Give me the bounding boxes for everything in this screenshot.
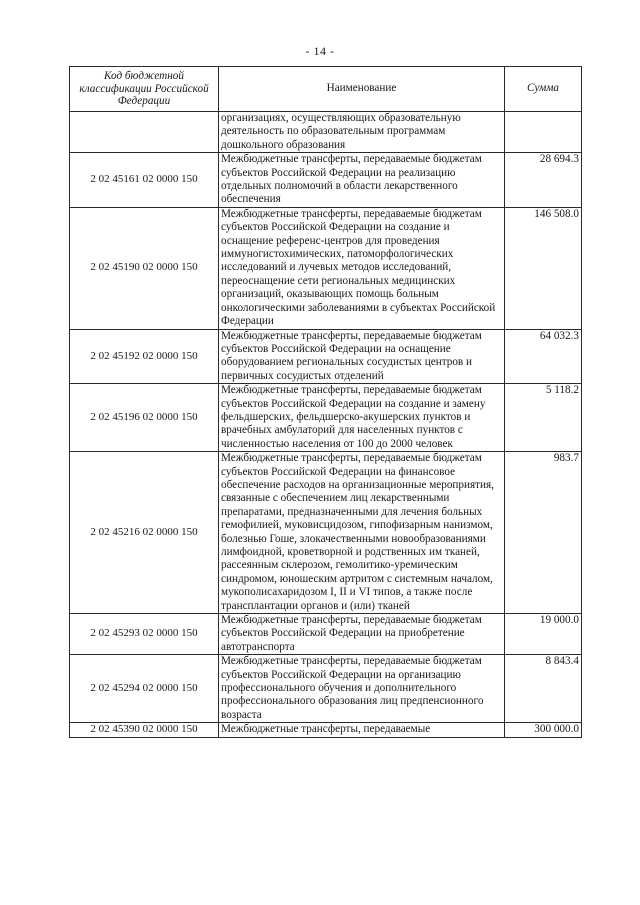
code-cell: 2 02 45192 02 0000 150 (70, 329, 219, 384)
page-number: - 14 - (305, 44, 335, 58)
table-row (70, 655, 582, 723)
header-amount: Сумма (505, 67, 582, 112)
name-cell: Межбюджетные трансферты, передаваемые бюджетам субъектов Российской Федерации на создание и замену фельдшерских, фельдшерско-акушерских пунктов и врачебных амбулаторий для населенных пунктов с численностью населения от 100 до 2000 человек (219, 384, 505, 452)
table-header-row (70, 67, 582, 112)
amount-cell: 19 000.0 (505, 614, 582, 655)
name-cell: Межбюджетные трансферты, передаваемые бюджетам субъектов Российской Федерации на финансовое обеспечение расходов на организационные мероприятия, связанные с обеспечением лиц лекарственными препаратами, предназначенными для лечения больных гемофилией, муковисцидозом, гипофизарным нанизмом, болезнью Гоше, злокачественными новообразованиями лимфоидной, кроветворной и родственных им тканей, рассеянным склерозом, гемолитико-уремическим синдромом, юношеским артритом с системным началом, мукополисахаридозом I, II и VI типов, а также после трансплантации органов и (или) тканей (219, 452, 505, 614)
code-cell: 2 02 45196 02 0000 150 (70, 384, 219, 452)
name-cell: Межбюджетные трансферты, передаваемые бюджетам субъектов Российской Федерации на оснащение оборудованием региональных сосудистых центров и первичных сосудистых отделений (219, 329, 505, 384)
amount-cell: 64 032.3 (505, 329, 582, 384)
table-row (70, 112, 582, 153)
code-cell: 2 02 45161 02 0000 150 (70, 153, 219, 208)
table-row (70, 153, 582, 208)
name-cell: Межбюджетные трансферты, передаваемые бюджетам субъектов Российской Федерации на приобретение автотранспорта (219, 614, 505, 655)
code-cell: 2 02 45216 02 0000 150 (70, 452, 219, 614)
amount-cell: 5 118.2 (505, 384, 582, 452)
name-cell: Межбюджетные трансферты, передаваемые бюджетам субъектов Российской Федерации на организацию профессионального обучения и дополнительного профессионального образования лиц предпенсионного возраста (219, 655, 505, 723)
table-row (70, 384, 582, 452)
code-cell (70, 112, 219, 153)
code-cell: 2 02 45390 02 0000 150 (70, 723, 219, 737)
amount-cell (505, 112, 582, 153)
code-cell: 2 02 45293 02 0000 150 (70, 614, 219, 655)
code-cell: 2 02 45190 02 0000 150 (70, 207, 219, 329)
amount-cell: 8 843.4 (505, 655, 582, 723)
name-cell: Межбюджетные трансферты, передаваемые бюджетам субъектов Российской Федерации на реализацию отдельных полномочий в области лекарственного обеспечения (219, 153, 505, 208)
name-cell: организациях, осуществляющих образовательную деятельность по образовательным программам дошкольного образования (219, 112, 505, 153)
header-name: Наименование (219, 67, 505, 112)
code-cell: 2 02 45294 02 0000 150 (70, 655, 219, 723)
budget-table (69, 66, 582, 738)
table-row (70, 329, 582, 384)
table-row (70, 207, 582, 329)
amount-cell: 28 694.3 (505, 153, 582, 208)
name-cell: Межбюджетные трансферты, передаваемые (219, 723, 505, 737)
header-code: Код бюджетной классификации Российской Федерации (70, 67, 219, 112)
amount-cell: 300 000.0 (505, 723, 582, 737)
table-row (70, 614, 582, 655)
amount-cell: 983.7 (505, 452, 582, 614)
table-row (70, 723, 582, 737)
name-cell: Межбюджетные трансферты, передаваемые бюджетам субъектов Российской Федерации на создание и оснащение референс-центров для проведения иммуногистохимических, патоморфологических исследований и лучевых методов исследований, переоснащение сети региональных медицинских организаций, оказывающих помощь больным онкологическими заболеваниями в субъектах Российской Федерации (219, 207, 505, 329)
table-row (70, 452, 582, 614)
amount-cell: 146 508.0 (505, 207, 582, 329)
